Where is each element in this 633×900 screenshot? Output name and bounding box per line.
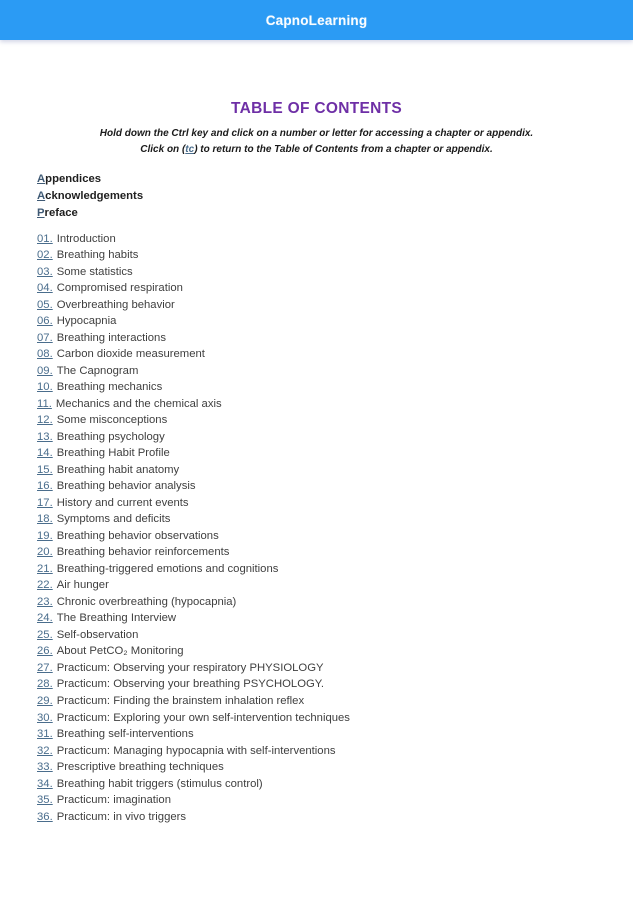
chapter-title: Mechanics and the chemical axis xyxy=(55,397,222,410)
chapter-title: Breathing psychology xyxy=(56,430,165,443)
front-matter-item xyxy=(37,190,633,207)
chapter-number-link[interactable]: 14. xyxy=(37,447,53,460)
toc-item xyxy=(37,728,633,745)
chapter-title: About PetCO₂ Monitoring xyxy=(56,645,184,658)
chapter-number-link[interactable]: 13. xyxy=(37,430,53,443)
toc-item xyxy=(37,249,633,266)
chapter-title: Practicum: Managing hypocapnia with self-interventions xyxy=(56,744,336,757)
toc-item xyxy=(37,794,633,811)
chapter-title: Some statistics xyxy=(56,265,133,278)
instructions-block xyxy=(0,126,633,157)
chapter-title: Practicum: imagination xyxy=(56,794,171,807)
chapter-number-link[interactable]: 11. xyxy=(37,397,52,410)
chapter-title: Breathing habit triggers (stimulus control) xyxy=(56,777,263,790)
toc-item xyxy=(37,745,633,762)
chapter-number-link[interactable]: 16. xyxy=(37,480,53,493)
toc-item xyxy=(37,299,633,316)
chapter-title: Some misconceptions xyxy=(56,414,168,427)
chapter-title: Breathing habit anatomy xyxy=(56,463,180,476)
chapter-number-link[interactable]: 05. xyxy=(37,298,53,311)
chapter-title: Carbon dioxide measurement xyxy=(56,348,205,361)
chapter-title: Air hunger xyxy=(56,579,109,592)
toc-item xyxy=(37,612,633,629)
front-matter-item xyxy=(37,207,633,224)
chapter-number-link[interactable]: 24. xyxy=(37,612,53,625)
toc-item xyxy=(37,579,633,596)
instruction-line-2-suffix: ) to return to the Table of Contents from a chapter or appendix. xyxy=(194,143,493,155)
toc-item xyxy=(37,315,633,332)
toc-item xyxy=(37,398,633,415)
toc-item xyxy=(37,712,633,729)
front-matter-item xyxy=(37,173,633,190)
chapter-title: The Capnogram xyxy=(56,364,139,377)
chapter-title: Symptoms and deficits xyxy=(56,513,171,526)
toc-item xyxy=(37,447,633,464)
toc-item xyxy=(37,480,633,497)
toc-item xyxy=(37,563,633,580)
front-matter-list xyxy=(0,173,633,225)
front-matter-link[interactable]: P xyxy=(37,207,45,220)
chapter-title: Practicum: Finding the brainstem inhalation reflex xyxy=(56,695,305,707)
toc-item xyxy=(37,596,633,613)
chapter-title: The Breathing Interview xyxy=(56,612,177,625)
toc-item xyxy=(37,431,633,448)
toc-item xyxy=(37,464,633,481)
chapter-title: Breathing interactions xyxy=(56,331,166,344)
toc-item xyxy=(37,266,633,283)
toc-item xyxy=(37,365,633,382)
toc-item xyxy=(37,778,633,795)
chapter-number-link[interactable]: 08. xyxy=(37,348,53,361)
front-matter-label: ppendices xyxy=(45,173,102,185)
chapter-number-link[interactable]: 06. xyxy=(37,315,53,328)
chapter-title: Overbreathing behavior xyxy=(56,298,175,311)
toc-item xyxy=(37,381,633,398)
chapter-number-link[interactable]: 09. xyxy=(37,364,53,377)
front-matter-label: cknowledgements xyxy=(45,190,144,203)
chapter-title: Practicum: in vivo triggers xyxy=(56,810,187,823)
instruction-line-2-prefix: Click on ( xyxy=(140,143,186,155)
front-matter-link[interactable]: A xyxy=(37,190,46,203)
document-page xyxy=(0,40,633,900)
chapter-number-link[interactable]: 32. xyxy=(37,744,53,757)
toc-item xyxy=(37,513,633,530)
chapter-number-link[interactable]: 25. xyxy=(37,628,53,641)
chapter-number-link[interactable]: 03. xyxy=(37,265,53,278)
chapter-title: Practicum: Observing your breathing PSYCHOLOGY. xyxy=(56,678,324,691)
instruction-line-1: Hold down the Ctrl key and click on a number or letter for accessing a chapter or appendix. xyxy=(99,128,534,139)
toc-item xyxy=(37,761,633,778)
toc-item xyxy=(37,546,633,563)
front-matter-link[interactable]: A xyxy=(37,173,46,185)
chapter-title: Hypocapnia xyxy=(56,315,117,328)
tc-return-link[interactable]: tc xyxy=(185,143,195,155)
instruction-line-2 xyxy=(0,142,633,158)
toc-item xyxy=(37,530,633,547)
chapter-number-link[interactable]: 35. xyxy=(37,794,53,807)
toc-list xyxy=(0,233,633,828)
chapter-number-link[interactable]: 07. xyxy=(37,331,53,344)
chapter-title: Breathing Habit Profile xyxy=(56,447,170,460)
chapter-number-link[interactable]: 36. xyxy=(37,810,53,823)
chapter-number-link[interactable]: 20. xyxy=(37,546,53,559)
chapter-number-link[interactable]: 30. xyxy=(37,711,53,724)
chapter-number-link[interactable]: 28. xyxy=(37,678,53,691)
chapter-number-link[interactable]: 12. xyxy=(37,414,53,427)
toc-item xyxy=(37,233,633,250)
chapter-title: Breathing behavior analysis xyxy=(56,480,196,493)
chapter-number-link[interactable]: 10. xyxy=(37,381,53,394)
chapter-number-link[interactable]: 01. xyxy=(37,232,53,245)
chapter-title: Self-observation xyxy=(56,628,139,641)
toc-item xyxy=(37,695,633,712)
chapter-number-link[interactable]: 18. xyxy=(37,513,53,526)
toc-item xyxy=(37,414,633,431)
chapter-number-link[interactable]: 21. xyxy=(37,562,53,575)
chapter-title: Breathing habits xyxy=(56,249,139,262)
chapter-number-link[interactable]: 23. xyxy=(37,595,53,608)
chapter-number-link[interactable]: 04. xyxy=(37,282,53,295)
chapter-title: Breathing behavior reinforcements xyxy=(56,546,230,559)
chapter-number-link[interactable]: 17. xyxy=(37,496,53,509)
chapter-title: Compromised respiration xyxy=(56,282,183,295)
toc-item xyxy=(37,811,633,828)
chapter-number-link[interactable]: 27. xyxy=(37,661,53,674)
app-header-bar xyxy=(0,0,633,40)
toc-item xyxy=(37,629,633,646)
toc-item xyxy=(37,678,633,695)
chapter-number-link[interactable]: 33. xyxy=(37,761,53,774)
chapter-number-link[interactable]: 29. xyxy=(37,695,53,707)
toc-item xyxy=(37,645,633,662)
toc-item xyxy=(37,332,633,349)
chapter-title: Introduction xyxy=(56,232,116,245)
chapter-number-link[interactable]: 31. xyxy=(37,728,53,741)
toc-item xyxy=(37,662,633,679)
chapter-title: Breathing-triggered emotions and cognitions xyxy=(56,562,279,575)
chapter-number-link[interactable]: 19. xyxy=(37,529,53,542)
chapter-title: Practicum: Exploring your own self-intervention techniques xyxy=(56,711,350,724)
chapter-title: Breathing mechanics xyxy=(56,381,163,394)
chapter-number-link[interactable]: 34. xyxy=(37,777,53,790)
app-title: CapnoLearning xyxy=(265,12,368,28)
front-matter-label: reface xyxy=(44,207,78,220)
toc-item xyxy=(37,348,633,365)
toc-item xyxy=(37,497,633,514)
chapter-title: Chronic overbreathing (hypocapnia) xyxy=(56,595,237,608)
chapter-number-link[interactable]: 22. xyxy=(37,579,53,592)
chapter-number-link[interactable]: 15. xyxy=(37,463,53,476)
chapter-title: Practicum: Observing your respiratory PHYSIOLOGY xyxy=(56,661,324,674)
chapter-title: Breathing behavior observations xyxy=(56,529,219,542)
chapter-number-link[interactable]: 26. xyxy=(37,645,53,658)
chapter-title: Prescriptive breathing techniques xyxy=(56,761,224,774)
chapter-title: Breathing self-interventions xyxy=(56,728,194,741)
toc-item xyxy=(37,282,633,299)
chapter-number-link[interactable]: 02. xyxy=(37,249,53,262)
chapter-title: History and current events xyxy=(56,496,189,509)
page-title: TABLE OF CONTENTS xyxy=(231,100,402,117)
